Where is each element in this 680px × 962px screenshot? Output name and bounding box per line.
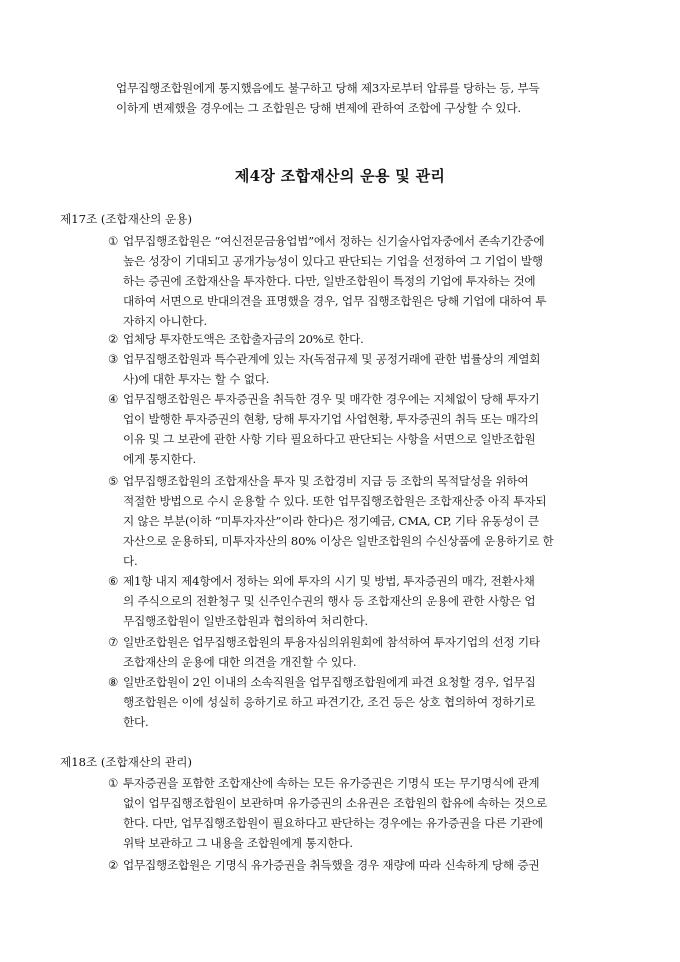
article-17-heading: 제17조 (조합재산의 운용) bbox=[60, 212, 192, 226]
item-line: 업무집행조합원은 “여신전문금융업법”에서 정하는 신기술사업자중에서 존속기간중에 bbox=[123, 234, 545, 248]
item-line: 조합재산의 운용에 대한 의견을 개진할 수 있다. bbox=[123, 655, 357, 669]
article-17-item-2 bbox=[108, 329, 626, 349]
item-number: ③ bbox=[108, 352, 119, 366]
item-line: 한다. bbox=[123, 715, 149, 729]
item-line: 사)에 대한 투자는 할 수 없다. bbox=[123, 372, 270, 386]
article-18-item-2 bbox=[108, 855, 626, 875]
article-17-item-4 bbox=[108, 389, 626, 469]
item-number: ② bbox=[108, 858, 119, 872]
item-line: 업무집행조합원과 특수관계에 있는 자(독점규제 및 공정거래에 관한 법률상의 계열회 bbox=[123, 352, 541, 366]
item-line: 업무집행조합원은 투자증권을 취득한 경우 및 매각한 경우에는 지체없이 당해 투자기 bbox=[123, 392, 540, 406]
item-line: 자산으로 운용하되, 미투자자산의 80% 이상은 일반조합원의 수신상품에 운용하기로 한 bbox=[123, 534, 554, 548]
item-line: 제1항 내지 제4항에서 정하는 외에 투자의 시기 및 방법, 투자증권의 매각, 전환사채 bbox=[123, 574, 535, 588]
item-number: ① bbox=[108, 776, 119, 790]
item-line: 행조합원은 이에 성실히 응하기로 하고 파견기간, 조건 등은 상호 협의하여 정하기로 bbox=[123, 695, 536, 709]
item-line: 지 않은 부분(이하 “미투자자산”이라 한다)은 정기예금, CMA, CP, 기타 유동성이 큰 bbox=[123, 514, 539, 528]
article-17-item-5 bbox=[108, 471, 626, 571]
item-line: 무집행조합원이 일반조합원과 협의하여 처리한다. bbox=[123, 614, 368, 628]
item-line: 투자증권을 포함한 조합재산에 속하는 모든 유가증권은 기명식 또는 무기명식에 관계 bbox=[123, 776, 540, 790]
article-17-item-3 bbox=[108, 349, 626, 389]
item-line: 일반조합원이 2인 이내의 소속직원을 업무집행조합원에게 파견 요청할 경우, 업무집 bbox=[123, 675, 536, 689]
article-17-item-7 bbox=[108, 632, 626, 672]
item-number: ⑤ bbox=[108, 474, 119, 488]
intro-line-2: 이하게 변제했을 경우에는 그 조합원은 당해 변제에 관하여 조합에 구상할 수 있다. bbox=[116, 101, 521, 115]
item-line: 적절한 방법으로 수시 운용할 수 있다. 또한 업무집행조합원은 조합재산중 아직 투자되 bbox=[123, 494, 547, 508]
item-line: 없이 업무집행조합원이 보관하며 유가증권의 소유권은 조합원의 합유에 속하는 것으로 bbox=[123, 796, 547, 810]
item-number: ④ bbox=[108, 392, 119, 406]
article-17-item-1 bbox=[108, 231, 626, 331]
item-number: ⑦ bbox=[108, 635, 119, 649]
item-number: ① bbox=[108, 234, 119, 248]
item-number: ⑥ bbox=[108, 574, 119, 588]
item-line: 위탁 보관하고 그 내용을 조합원에게 통지한다. bbox=[123, 836, 353, 850]
item-line: 업이 발행한 투자증권의 현황, 당해 투자기업 사업현황, 투자증권의 취득 또는 매각의 bbox=[123, 412, 539, 426]
article-17-item-6 bbox=[108, 571, 626, 631]
item-line: 업무집행조합원은 기명식 유가증권을 취득했을 경우 재량에 따라 신속하게 당해 증권 bbox=[123, 858, 540, 872]
item-number: ② bbox=[108, 332, 119, 346]
item-line: 다. bbox=[123, 554, 138, 568]
item-line: 대하여 서면으로 반대의견을 표명했을 경우, 업무 집행조합원은 당해 기업에 대하여 투 bbox=[123, 294, 547, 308]
item-line: 이유 및 그 보관에 관한 사항 기타 필요하다고 판단되는 사항을 서면으로 일반조합원 bbox=[123, 432, 536, 446]
item-line: 업무집행조합원의 조합재산을 투자 및 조합경비 지급 등 조합의 목적달성을 위하여 bbox=[123, 474, 529, 488]
item-line: 업체당 투자한도액은 조합출자금의 20%로 한다. bbox=[123, 332, 364, 346]
item-line: 한다. 다만, 업무집행조합원이 필요하다고 판단하는 경우에는 유가증권을 다른 기관에 bbox=[123, 816, 543, 830]
item-line: 일반조합원은 업무집행조합원의 투융자심의위원회에 참석하여 투자기업의 선정 기타 bbox=[123, 635, 540, 649]
item-line: 자하지 아니한다. bbox=[123, 314, 207, 328]
item-line: 하는 증권에 조합재산을 투자한다. 다만, 일반조합원이 특정의 기업에 투자하는 것에 bbox=[123, 274, 536, 288]
article-17-item-8 bbox=[108, 672, 626, 732]
item-line: 의 주식으로의 전환청구 및 신주인수권의 행사 등 조합재산의 운용에 관한 사항은 업 bbox=[123, 594, 536, 608]
article-18-heading: 제18조 (조합재산의 관리) bbox=[60, 755, 192, 769]
article-18-item-1 bbox=[108, 773, 626, 853]
item-number: ⑧ bbox=[108, 675, 119, 689]
intro-line-1: 업무집행조합원에게 통지했음에도 불구하고 당해 제3자로부터 압류를 당하는 등, 부득 bbox=[116, 81, 540, 95]
chapter-title: 제4장 조합재산의 운용 및 관리 bbox=[234, 167, 446, 185]
item-line: 에게 통지한다. bbox=[123, 452, 196, 466]
item-line: 높은 성장이 기대되고 공개가능성이 있다고 판단되는 기업을 선정하여 그 기업이 발행 bbox=[123, 254, 543, 268]
